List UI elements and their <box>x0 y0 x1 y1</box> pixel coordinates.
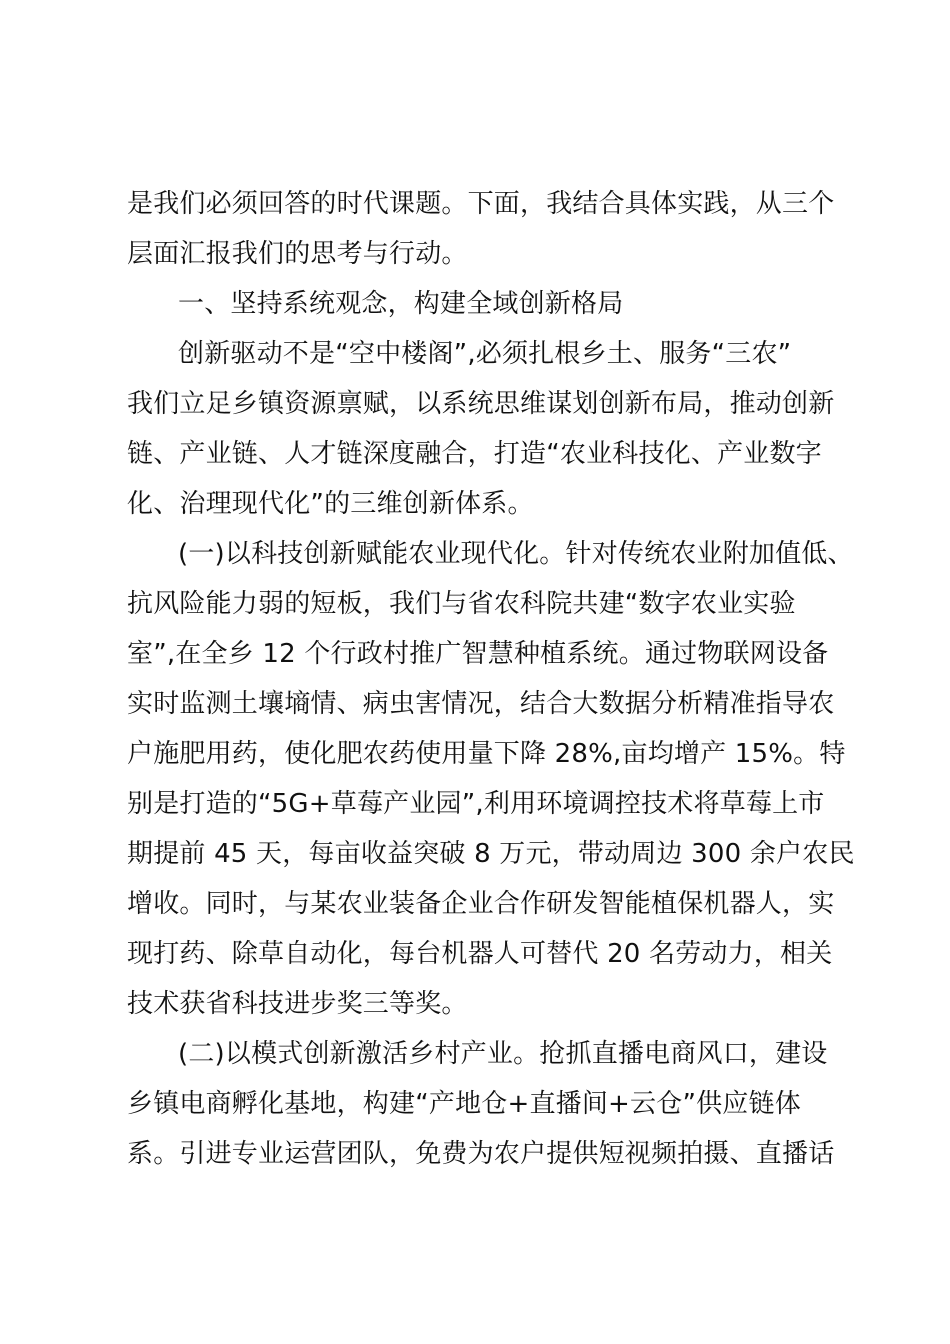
text-line-20: 系。引进专业运营团队，免费为农户提供短视频拍摄、直播话 <box>127 1139 835 1169</box>
text-line-8: (一)以科技创新赋能农业现代化。针对传统农业附加值低、 <box>178 539 854 569</box>
text-line-16: 现打药、除草自动化，每台机器人可替代 20 名劳动力，相关 <box>127 939 833 969</box>
text-line-7: 化、治理现代化”的三维创新体系。 <box>127 489 534 519</box>
text-line-2: 层面汇报我们的思考与行动。 <box>127 239 468 269</box>
text-line-13: 别是打造的“5G+草莓产业园”,利用环境调控技术将草莓上市 <box>127 789 825 819</box>
text-line-15: 增收。同时，与某农业装备企业合作研发智能植保机器人，实 <box>127 889 835 919</box>
text-line-12: 户施肥用药，使化肥农药使用量下降 28%,亩均增产 15%。特 <box>127 739 846 769</box>
text-line-11: 实时监测土壤墒情、病虫害情况，结合大数据分析精准指导农 <box>127 689 835 719</box>
text-line-9: 抗风险能力弱的短板，我们与省农科院共建“数字农业实验 <box>127 589 796 619</box>
text-line-5: 我们立足乡镇资源禀赋，以系统思维谋划创新布局，推动创新 <box>127 389 835 419</box>
text-line-1: 是我们必须回答的时代课题。下面，我结合具体实践，从三个 <box>127 189 835 219</box>
section-heading: 一、坚持系统观念，构建全域创新格局 <box>178 289 624 319</box>
text-line-19: 乡镇电商孵化基地，构建“产地仓+直播间+云仓”供应链体 <box>127 1089 801 1119</box>
text-line-10: 室”,在全乡 12 个行政村推广智慧种植系统。通过物联网设备 <box>127 639 829 669</box>
text-line-14: 期提前 45 天，每亩收益突破 8 万元，带动周边 300 余户农民 <box>127 839 855 869</box>
text-line-17: 技术获省科技进步奖三等奖。 <box>127 989 468 1019</box>
text-line-18: (二)以模式创新激活乡村产业。抢抓直播电商风口，建设 <box>178 1039 828 1069</box>
text-line-6: 链、产业链、人才链深度融合，打造“农业科技化、产业数字 <box>127 439 822 469</box>
text-line-4: 创新驱动不是“空中楼阁”,必须扎根乡土、服务“三农” <box>178 339 792 369</box>
